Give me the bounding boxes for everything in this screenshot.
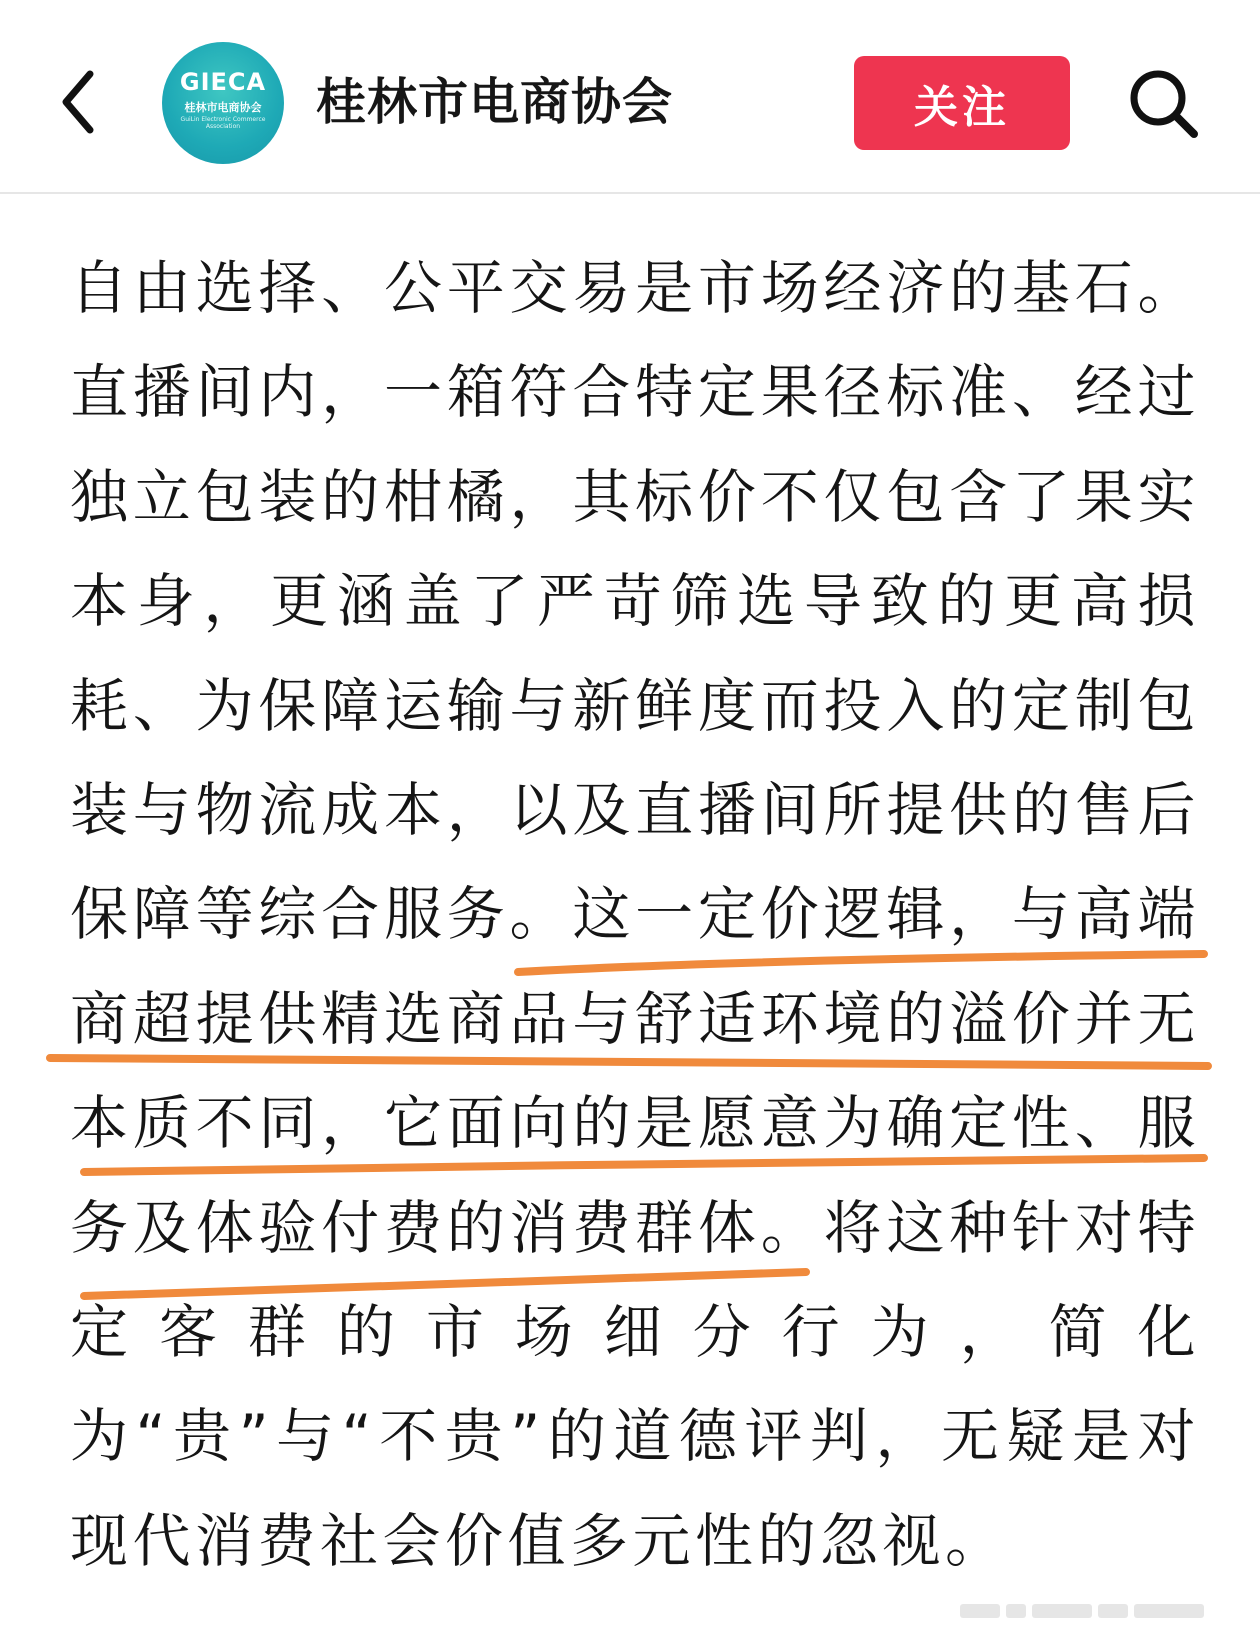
top-bar (0, 0, 1260, 194)
avatar-logo-name-en: GuiLin Electronic Commerce Association (180, 115, 266, 130)
back-arrow-icon (52, 62, 112, 142)
article-body: 自由选择、公平交易是市场经济的基石。直播间内，一箱符合特定果径标准、经过独立包装的柑橘，其标价不仅包含了果实本身，更涵盖了严苛筛选导致的更高损耗、为保障运输与新鲜度而投入的定制包装与物流成本，以及直播间所提供的售后保障等综合服务。这一定价逻辑，与高端商超提供精选商品与舒适环境的溢价并无本质不同，它面向的是愿意为确定性、服务及体验付费的消费群体。将这种针对特定客群的市场细分行为，简化为“贵”与“不贵”的道德评判，无疑是对现代消费社会价值多元性的忽视。 (70, 254, 1200, 1575)
back-button[interactable] (52, 62, 112, 142)
avatar-logo-mark: GIECA (179, 67, 267, 96)
bottom-bar-indicator (960, 1604, 1220, 1618)
avatar-logo-name-cn: 桂林市电商协会 (184, 100, 262, 114)
search-icon (1126, 66, 1202, 142)
avatar[interactable] (162, 42, 284, 164)
account-name[interactable]: 桂林市电商协会 (316, 73, 673, 131)
search-button[interactable] (1126, 66, 1202, 142)
follow-button[interactable]: 关注 (854, 56, 1070, 150)
